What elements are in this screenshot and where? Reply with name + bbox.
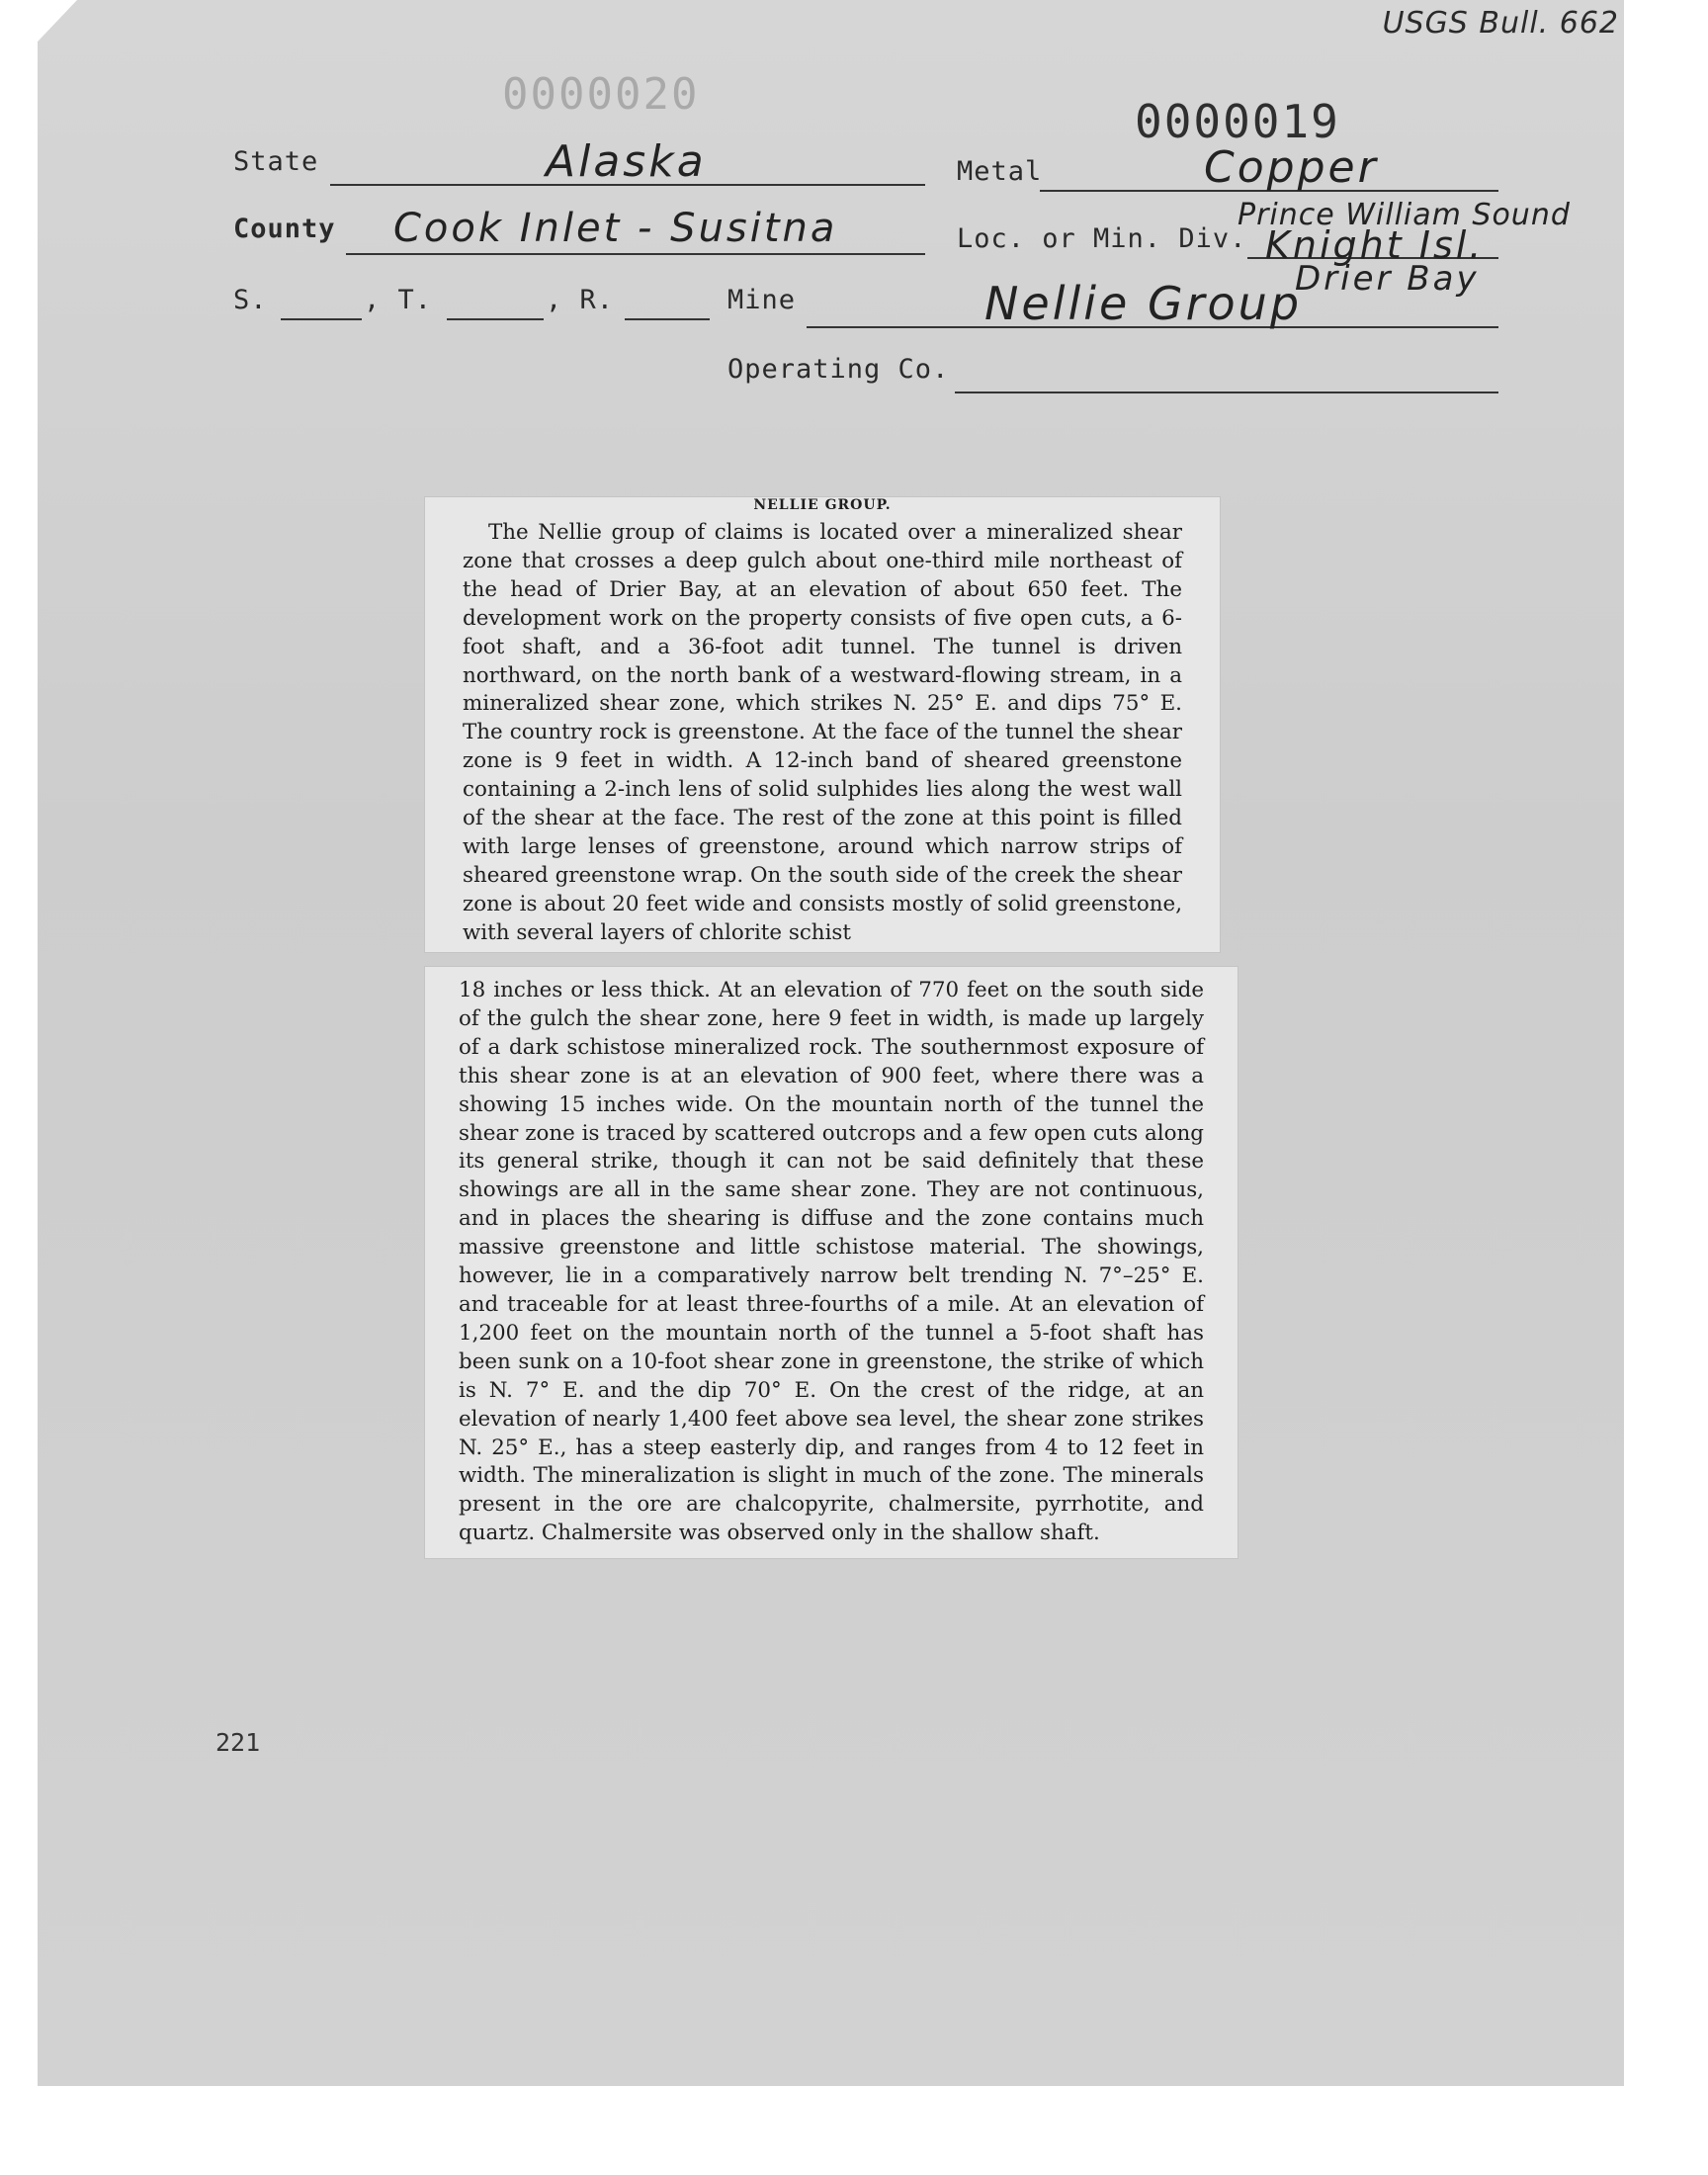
mine-value: Nellie Group — [984, 277, 1303, 330]
reference-note: USGS Bull. 662 — [1382, 6, 1619, 41]
operating-line — [955, 392, 1498, 393]
faint-record-number: 0000020 — [502, 69, 700, 120]
clipping-title: NELLIE GROUP. — [753, 497, 892, 513]
township-label: , T. — [364, 285, 433, 315]
section-label: S. — [233, 285, 268, 315]
operating-label: Operating Co. — [727, 354, 950, 385]
loc-value-line1: Prince William Sound — [1238, 198, 1571, 232]
loc-value-line3: Drier Bay — [1295, 259, 1480, 299]
mine-label: Mine — [727, 285, 797, 315]
loc-label: Loc. or Min. Div. — [957, 223, 1247, 254]
metal-value: Copper — [1204, 142, 1379, 193]
range-line — [625, 318, 710, 320]
clipping-part-1 — [425, 497, 1220, 952]
record-number: 0000019 — [1135, 95, 1340, 148]
clipping-paragraph-1: The Nellie group of claims is located over a mineralized shear zone that crosses a deep gulch about one-third mile northeast of the head of Drier Bay, at an elevation of about 650 feet. The development work on the property consists of five open cuts, a 6-foot shaft, and a 36-foot adit tunnel. The tunnel is driven northward, on the north bank of a westward-flowing stream, in a mineralized shear zone, which strikes N. 25° E. and dips 75° E. The country rock is greenstone. At the face of the tunnel the shear zone is 9 feet in width. A 12-inch band of sheared greenstone containing a 2-inch lens of solid sulphides lies along the west wall of the shear at the face. The rest of the zone at this point is filled with large lenses of greenstone, around which narrow strips of sheared greenstone wrap. On the south side of the creek the shear zone is about 20 feet wide and consists mostly of solid greenstone, with several layers of chlorite schist — [463, 520, 1182, 945]
section-line — [281, 318, 362, 320]
range-label: , R. — [546, 285, 615, 315]
loc-value-line2: Knight Isl. — [1265, 223, 1485, 267]
clipping-part-2 — [425, 967, 1238, 1558]
metal-label: Metal — [957, 156, 1043, 187]
page-number: 221 — [215, 1728, 261, 1757]
county-line — [346, 253, 925, 255]
clipping-paragraph-2: 18 inches or less thick. At an elevation of 770 feet on the south side of the gulch the shear zone, here 9 feet in width, is made up largely of a dark schistose mineralized rock. The southernmost exposure of this shear zone is at an elevation of 900 feet, where there was a showing 15 inches wide. On the mountain north of the tunnel the shear zone is traced by scattered outcrops and a few open cuts along its general strike, though it can not be said definitely that these showings are all in the same shear zone. They are not continuous, and in places the shearing is diffuse and the zone contains much massive greenstone and little schistose material. The showings, however, lie in a comparatively narrow belt trending N. 7°–25° E. and traceable for at least three-fourths of a mile. At an elevation of 1,200 feet on the mountain north of the tunnel a 5-foot shaft has been sunk on a 10-foot shear zone in greenstone, the strike of which is N. 7° E. and the dip 70° E. On the crest of the ridge, at an elevation of nearly 1,400 feet above sea level, the shear zone strikes N. 25° E., has a steep easterly dip, and ranges from 4 to 12 feet in width. The mineralization is slight in much of the zone. The minerals present in the ore are chalcopyrite, chalmersite, pyrrhotite, and quartz. Chalmersite was observed only in the shallow shaft. — [459, 978, 1204, 1546]
county-label: County — [233, 214, 336, 244]
township-line — [447, 318, 544, 320]
state-value: Alaska — [546, 136, 707, 187]
county-value: Cook Inlet - Susitna — [393, 206, 838, 251]
state-label: State — [233, 146, 319, 177]
